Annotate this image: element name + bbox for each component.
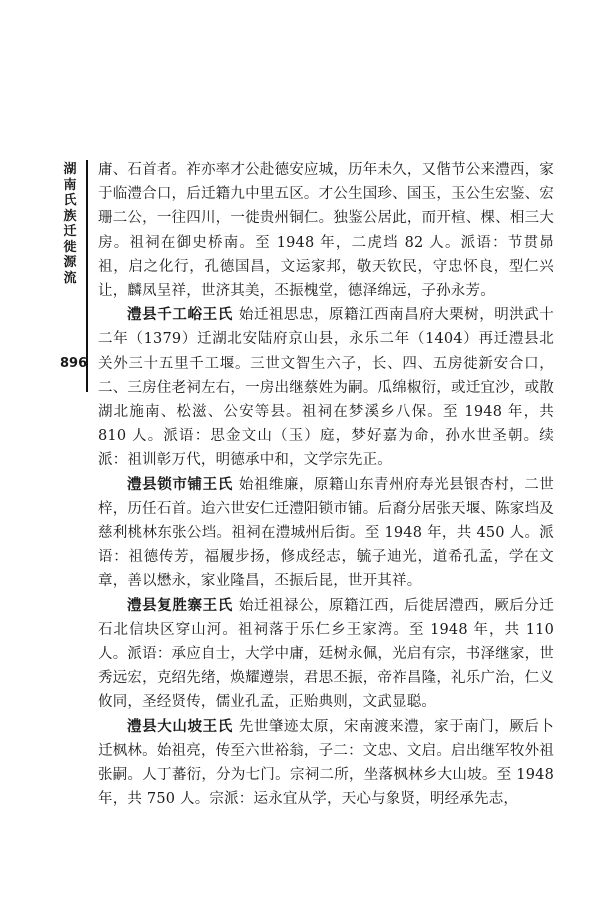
clan-entry-title: 澧县复胜寨王氏 <box>127 597 233 614</box>
clan-entry <box>98 473 554 594</box>
clan-entry-title: 澧县大山坡王氏 <box>127 718 233 735</box>
clan-entry-title: 澧县锁市铺王氏 <box>127 476 233 493</box>
clan-entry-title: 澧县千工峪王氏 <box>127 307 233 324</box>
clan-entry-text: 先世肇迹太原，宋南渡来澧，家于南门，厥后卜迁枫林。始祖亮，传至六世裕翁，子二：文忠、文启。启出继军牧外祖张嗣。人丁蕃衍，分为七门。宗祠二所，坐落枫林乡大山坡。至 1948 年，共 750 人。宗派：运永宜从学，天心与象贤，明经承先志， <box>98 718 554 808</box>
clan-entry-text: 始迁祖思忠，原籍江西南昌府大栗树，明洪武十二年（1379）迁湖北安陆府京山县，永乐二年（1404）再迁澧县北关外三十五里千工堰。三世文智生六子，长、四、五房徙新安合口，二、三房住老祠左右，一房出继蔡姓为嗣。瓜绵椒衍，或迁宜沙，或散湖北施南、松滋、公安等县。祖祠在梦溪乡八保。至 1948 年，共 810 人。派语：思金文山（玉）庭，梦好嘉为命，孙水世圣朝。续派：祖训彰万代，明德承中和，文学宗先正。 <box>98 307 554 469</box>
book-title-vertical: 湖南氏族迁徙源流 <box>63 162 77 286</box>
page-number: 896 <box>60 356 88 371</box>
clan-entry <box>98 303 554 472</box>
clan-entry <box>98 594 554 715</box>
clan-entry-text: 始迁祖禄公，原籍江西，后徙居澧西，厥后分迁石北信块区穿山河。祖祠落于乐仁乡王家湾。至 1948 年，共 110 人。派语：承应自士，大学中庸，廷树永佩，光启有宗，书泽继家，世秀远宏，克绍先绪，焕耀遵崇，君思丕振，帝祚昌隆，礼乐广治，仁义攸同，圣经贤传，儒业孔孟，正贻典则，文武显聪。 <box>98 597 554 711</box>
clan-entry <box>98 715 554 812</box>
clan-entry-text: 始祖维廉，原籍山东青州府寿光县银杏村，二世梓，历任石首。迨六世安仁迁澧阳锁市铺。后裔分居张天堰、陈家垱及慈利桃林东张公垱。祖祠在澧城州后街。至 1948 年，共 450 人。派语：祖德传芳，福履步扬，修成经志，毓子迪光，道希孔孟，学在文章，善以懋永，家业隆昌，丕振后昆，世开其祥。 <box>98 476 554 590</box>
page-body <box>98 158 554 811</box>
continued-paragraph: 庸、石首者。祚亦率才公赴德安应城，历年未久，又偕节公来澧西，家于临澧合口，后迁籍九中里五区。才公生国珍、国玉，玉公生宏鉴、宏珊二公，一往四川，一徙贵州铜仁。独鉴公居此，而开楦、棵、相三大房。祖祠在御史桥南。至 1948 年，二虎垱 82 人。派语：节贯昴祖，启之化行，孔德国昌，文运家邦，敬天钦民，守忠怀良，型仁兴让，麟凤呈祥，世济其美，丕振槐堂，德泽绵远，子孙永芳。 <box>98 162 554 300</box>
